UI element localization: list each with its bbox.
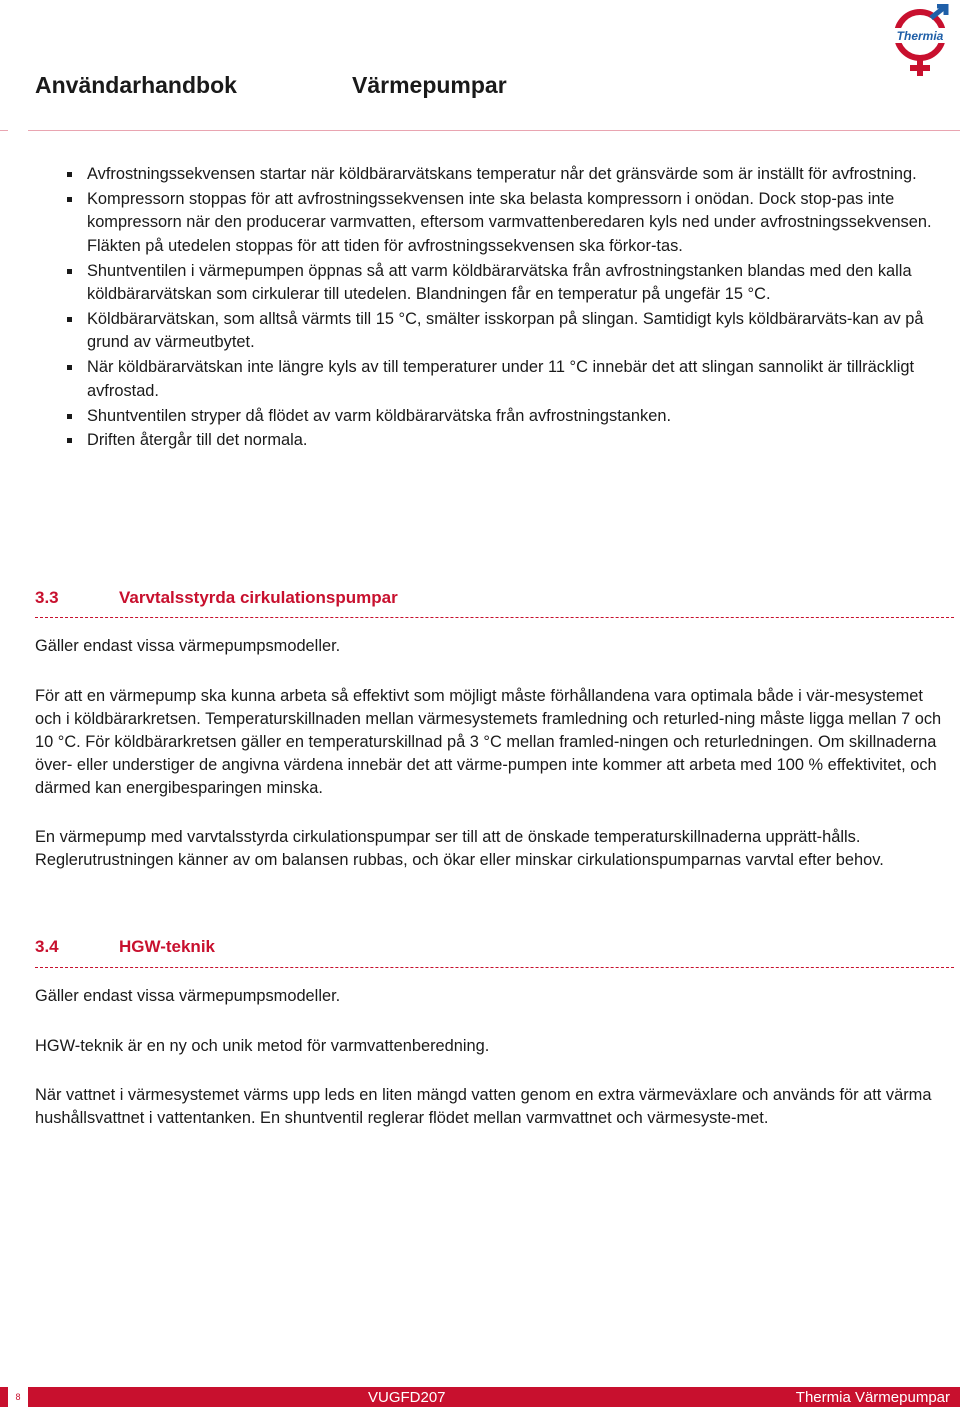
manual-title: Användarhandbok <box>35 72 237 98</box>
document-code: VUGFD207 <box>368 1389 446 1406</box>
paragraph: HGW-teknik är en ny och unik metod för varmvattenberedning. <box>35 1037 490 1055</box>
paragraph: En värmepump med varvtalsstyrda cirkulationspumpar ser till att de önskade temperaturskillnaderna upprätt-hålls. Reglerutrustningen känner av om balansen rubbas, och ökar eller minskar cirkulationspumparnas varvtal efter behov. <box>35 828 884 869</box>
model-note: Gäller endast vissa värmepumpsmodeller. <box>35 987 341 1005</box>
section-title: Varvtalsstyrda cirkulationspumpar <box>119 588 398 607</box>
section-divider <box>35 617 954 618</box>
defrost-steps-list <box>64 163 954 454</box>
logo-text: Thermia <box>896 29 944 43</box>
list-item: Kompressorn stoppas för att avfrostningssekvensen inte ska belasta kompressorn i onödan. Dock stop-pas inte kompressorn när den producerar varmvatten, eftersom varmvattenberedaren kyls ned under avfrostningssekvensen. Fläkten på utedelen stoppas för att tiden för avfrostningssekvensen ska förkor-tas. <box>64 188 954 258</box>
footer-brand: Thermia Värmepumpar <box>795 1389 950 1406</box>
header-divider <box>0 130 960 131</box>
section-heading-3-3 <box>35 588 398 608</box>
section-number: 3.3 <box>35 588 59 607</box>
list-item: Shuntventilen stryper då flödet av varm köldbärarvätska från avfrostningstanken. <box>64 405 954 428</box>
model-note: Gäller endast vissa värmepumpsmodeller. <box>35 637 341 655</box>
list-item: Driften återgår till det normala. <box>64 429 954 452</box>
section-heading-3-4 <box>35 937 215 957</box>
list-item: När köldbärarvätskan inte längre kyls av till temperaturer under 11 °C innebär det att slingan sannolikt är tillräckligt avfrostad. <box>64 356 954 403</box>
thermia-logo <box>888 4 952 78</box>
paragraph: När vattnet i värmesystemet värms upp leds en liten mängd vatten genom en extra värmeväxlare och används för att värma hushållsvattnet i vattentanken. En shuntventil reglerar flödet mellan varmvattnet och värmesyste-met. <box>35 1086 932 1127</box>
paragraph: För att en värmepump ska kunna arbeta så effektivt som möjligt måste förhållandena vara optimala både i vär-mesystemet och i köldbärarkretsen. Temperaturskillnaden mellan värmesystemets framledning och returled-ning måste ligga mellan 7 och 10 °C. För köldbärarkretsen gäller en temperaturskillnad på 3 °C mellan framled-ningen och returledningen. Om skillnaderna över- eller understiger de angivna värdena innebär det att värme-pumpen inte kommer att arbeta med 100 % effektivitet, och därmed kan energibesparingen minska. <box>35 687 942 797</box>
section-title: HGW-teknik <box>119 937 215 956</box>
section-divider <box>35 967 954 968</box>
page-footer <box>0 1387 960 1407</box>
page-number: 8 <box>8 1387 28 1407</box>
list-item: Avfrostningssekvensen startar när köldbärarvätskans temperatur når det gränsvärde som är inställt för avfrostning. <box>64 163 954 186</box>
section-number: 3.4 <box>35 937 59 956</box>
list-item: Shuntventilen i värmepumpen öppnas så att varm köldbärarvätska från avfrostningstanken blandas med den kalla köldbärarvätskan som cirkulerar till utedelen. Blandningen får en temperatur på ungefär 15 °C. <box>64 260 954 307</box>
list-item: Köldbärarvätskan, som alltså värmts till 15 °C, smälter isskorpan på slingan. Samtidigt kyls köldbärarväts-kan av på grund av värmeutbytet. <box>64 308 954 355</box>
product-title: Värmepumpar <box>352 72 507 98</box>
